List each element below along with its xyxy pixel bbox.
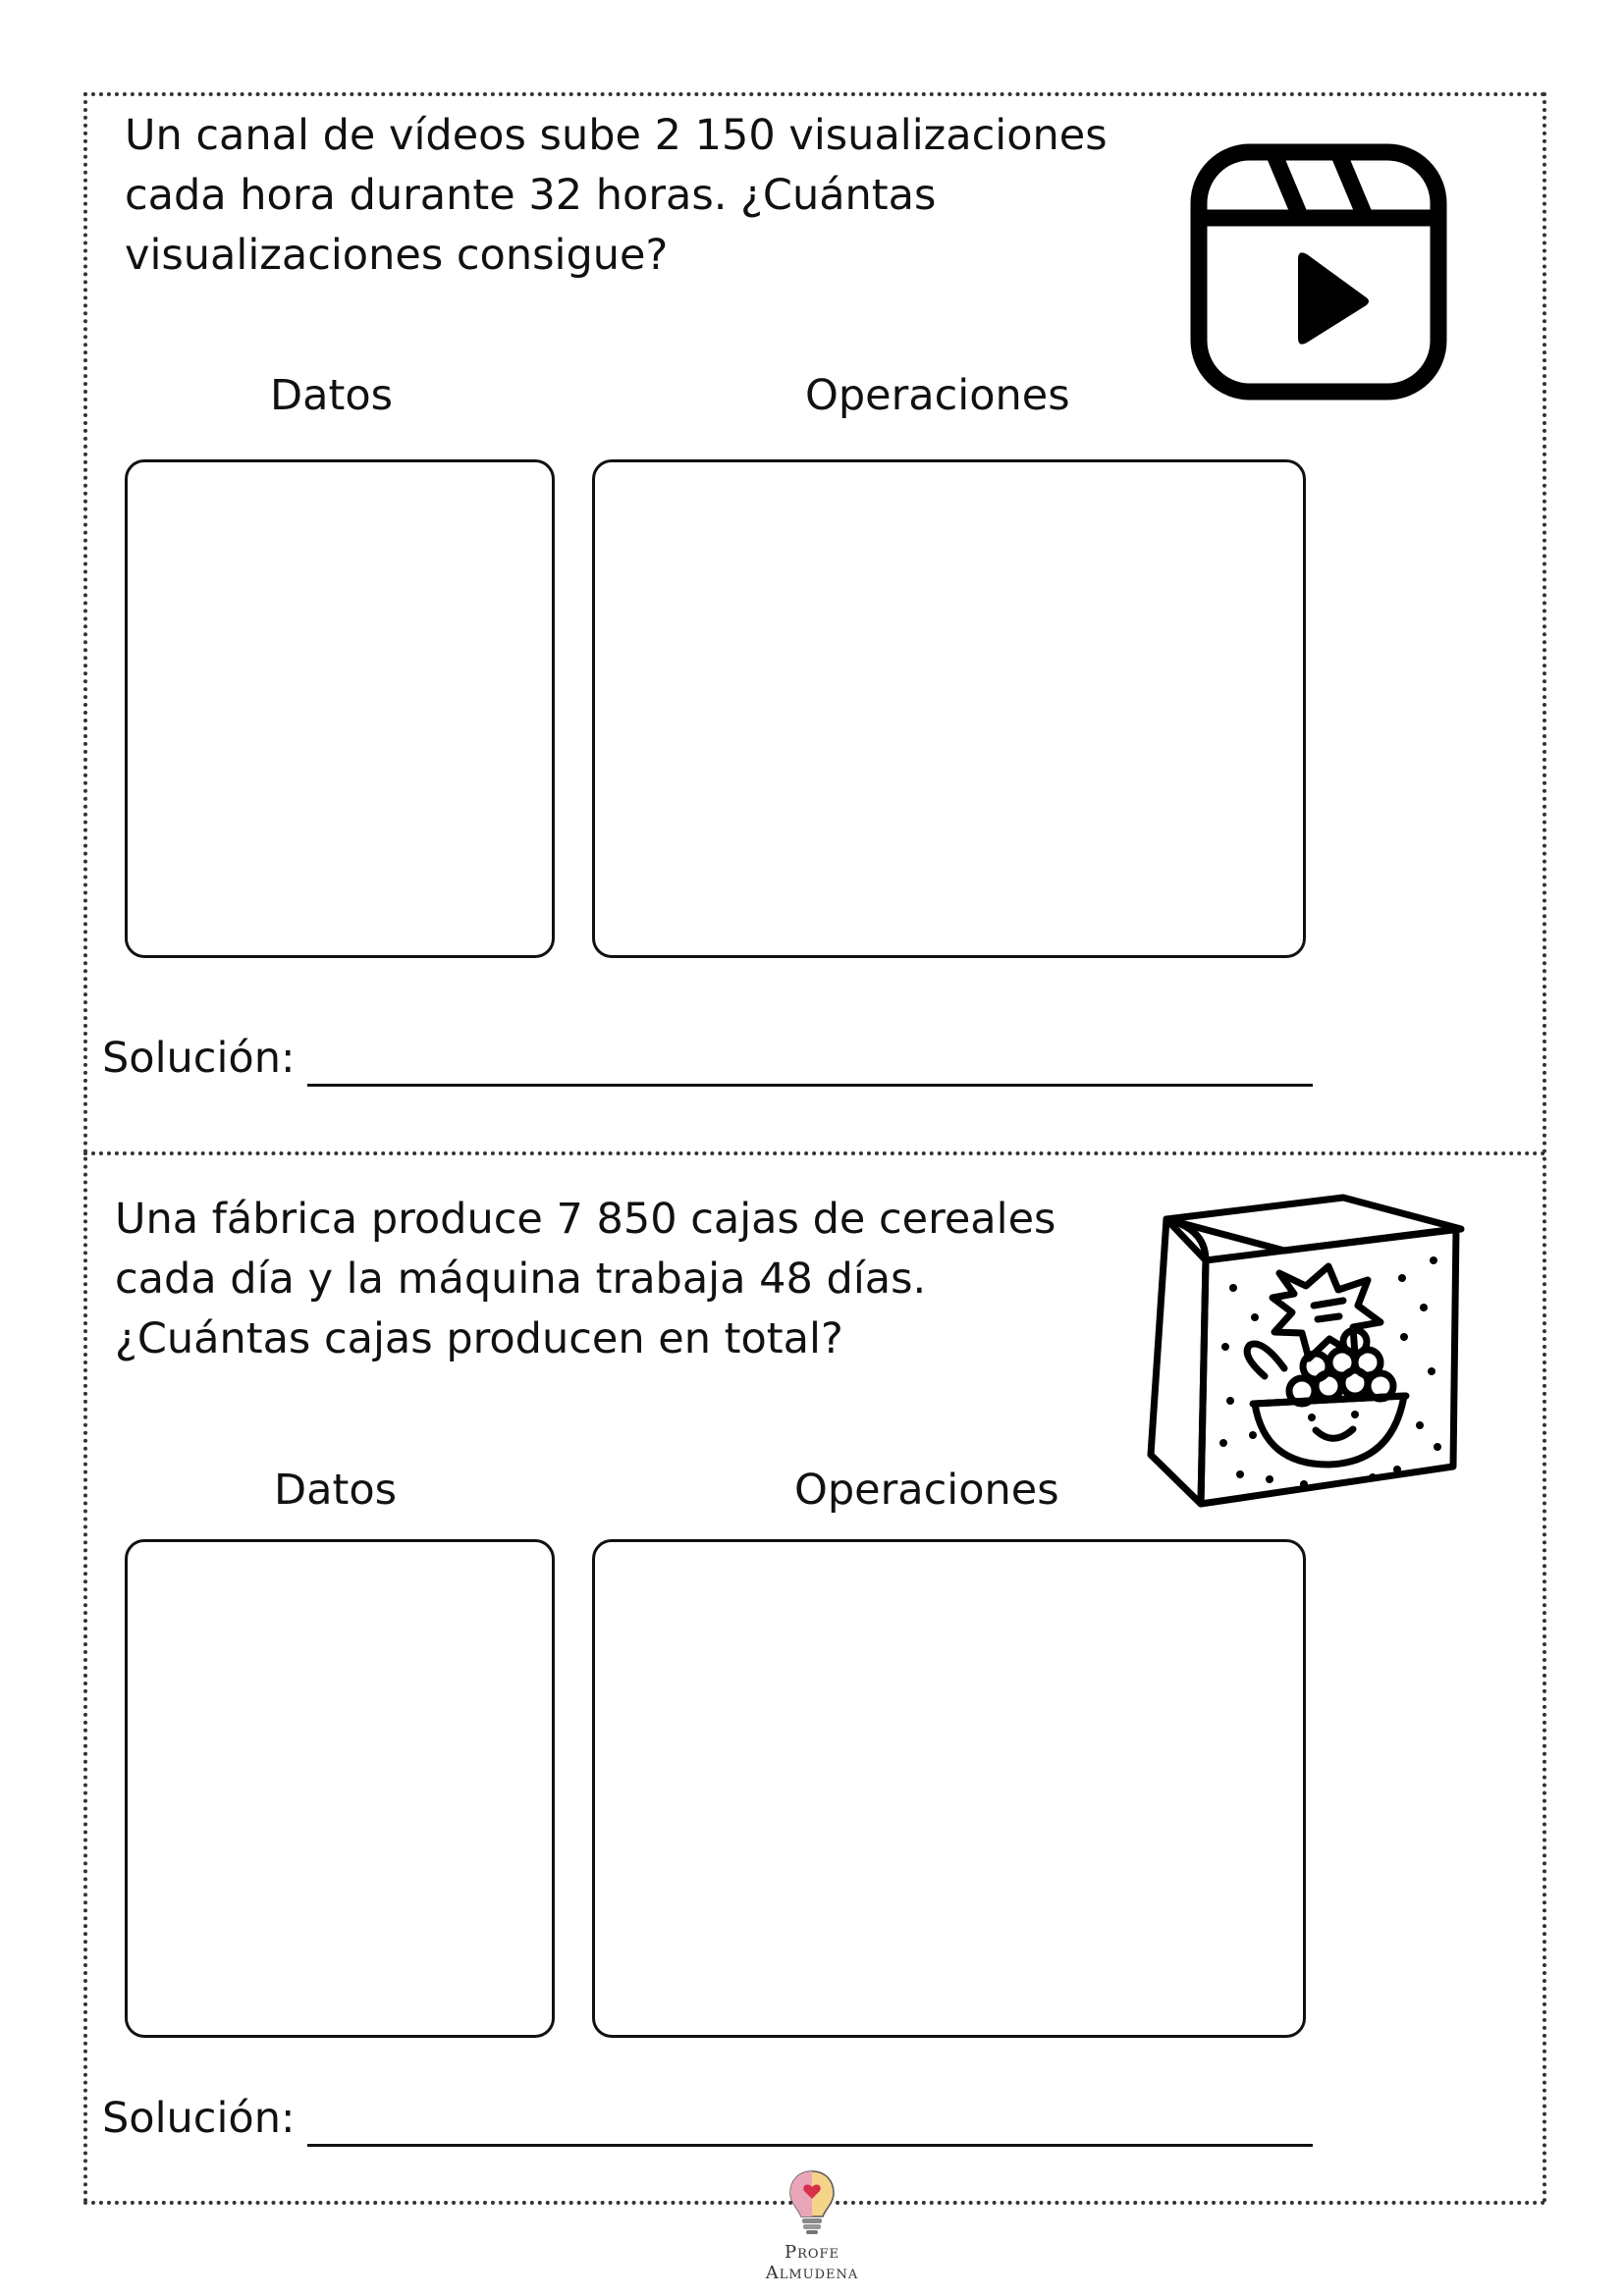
problem-2-solucion-label: Solución: (102, 2094, 296, 2143)
problem-1-solucion-line[interactable] (307, 1084, 1313, 1087)
problem-1-datos-label: Datos (270, 371, 394, 420)
problem-1-statement: Un canal de vídeos sube 2 150 visualizaciones cada hora durante 32 horas. ¿Cuántas visualizaciones consigue? (125, 111, 1108, 280)
problem-2-datos-label: Datos (274, 1466, 398, 1515)
problem-1-datos-box[interactable] (125, 459, 555, 958)
problem-2-operaciones-label: Operaciones (794, 1466, 1059, 1515)
video-reel-icon (1190, 143, 1447, 400)
problem-1-solucion-label: Solución: (102, 1034, 296, 1083)
brand-logo (763, 2167, 861, 2283)
cereal-box-icon (1147, 1190, 1466, 1514)
problem-2-solucion-line[interactable] (307, 2144, 1313, 2147)
section-divider (83, 1151, 1546, 1155)
problem-2-statement: Una fábrica produce 7 850 cajas de cereales cada día y la máquina trabaja 48 días. ¿Cuántas cajas producen en total? (115, 1195, 1056, 1363)
lightbulb-brain-logo-icon (786, 2167, 838, 2236)
problem-1-operaciones-label: Operaciones (805, 371, 1070, 420)
problem-2-operaciones-box[interactable] (592, 1539, 1306, 2038)
problem-1-operaciones-box[interactable] (592, 459, 1306, 958)
brand-name: Profe Almudena (765, 2242, 859, 2283)
problem-2-datos-box[interactable] (125, 1539, 555, 2038)
